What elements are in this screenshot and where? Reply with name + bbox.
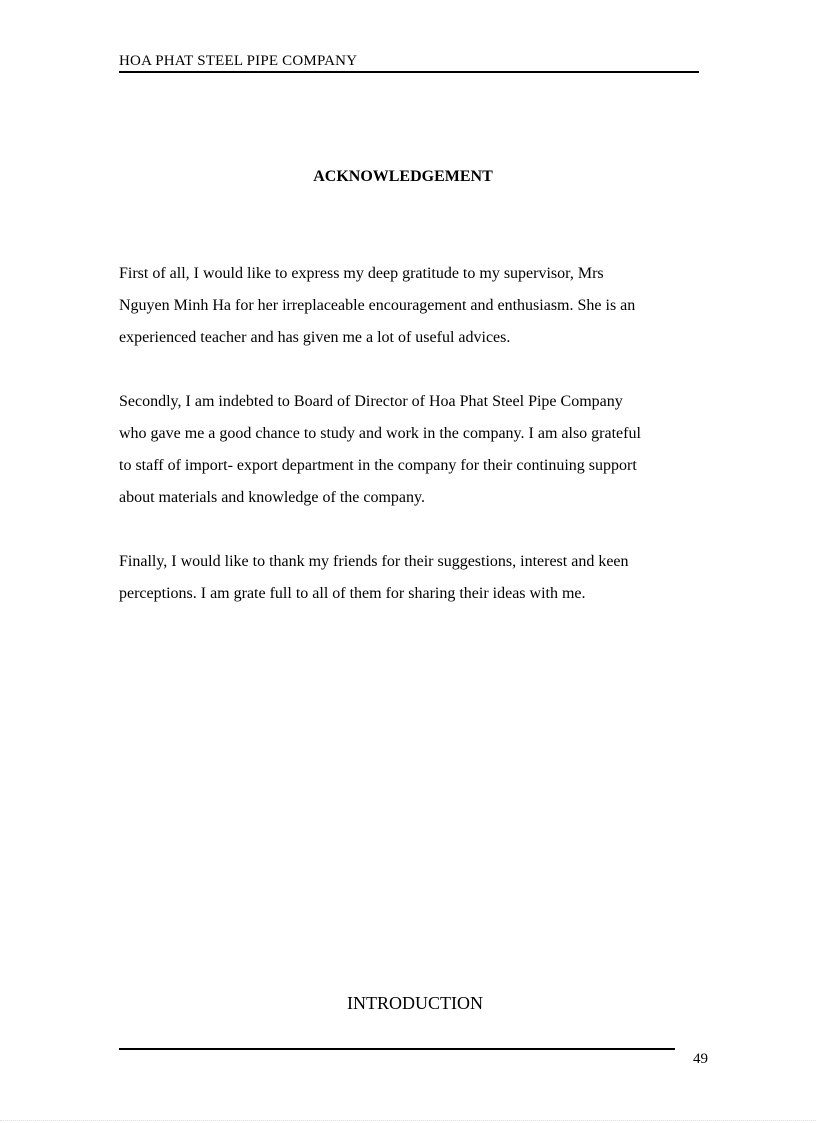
running-header: HOA PHAT STEEL PIPE COMPANY [119,53,358,69]
paragraph-gratitude-friends [119,546,699,610]
footer-divider [119,1048,675,1050]
text-line: Secondly, I am indebted to Board of Director of Hoa Phat Steel Pipe Company [119,393,623,410]
acknowledgement-title: ACKNOWLEDGEMENT [313,168,493,185]
paragraph-gratitude-company [119,386,699,514]
page-edge [0,1120,816,1121]
introduction-title: INTRODUCTION [347,993,483,1013]
text-line: Finally, I would like to thank my friends for their suggestions, interest and keen [119,553,629,570]
paragraph-gratitude-supervisor [119,258,699,354]
acknowledgement-body [119,258,699,642]
header-divider [119,71,699,73]
text-line: First of all, I would like to express my deep gratitude to my supervisor, Mrs [119,265,604,282]
text-line: about materials and knowledge of the company. [119,489,425,506]
text-line: Nguyen Minh Ha for her irreplaceable encouragement and enthusiasm. She is an [119,297,636,314]
text-line: experienced teacher and has given me a lot of useful advices. [119,329,511,346]
page-number: 49 [693,1051,708,1067]
text-line: who gave me a good chance to study and work in the company. I am also grateful [119,425,641,442]
text-line: perceptions. I am grate full to all of them for sharing their ideas with me. [119,585,586,602]
text-line: to staff of import- export department in the company for their continuing support [119,457,637,474]
